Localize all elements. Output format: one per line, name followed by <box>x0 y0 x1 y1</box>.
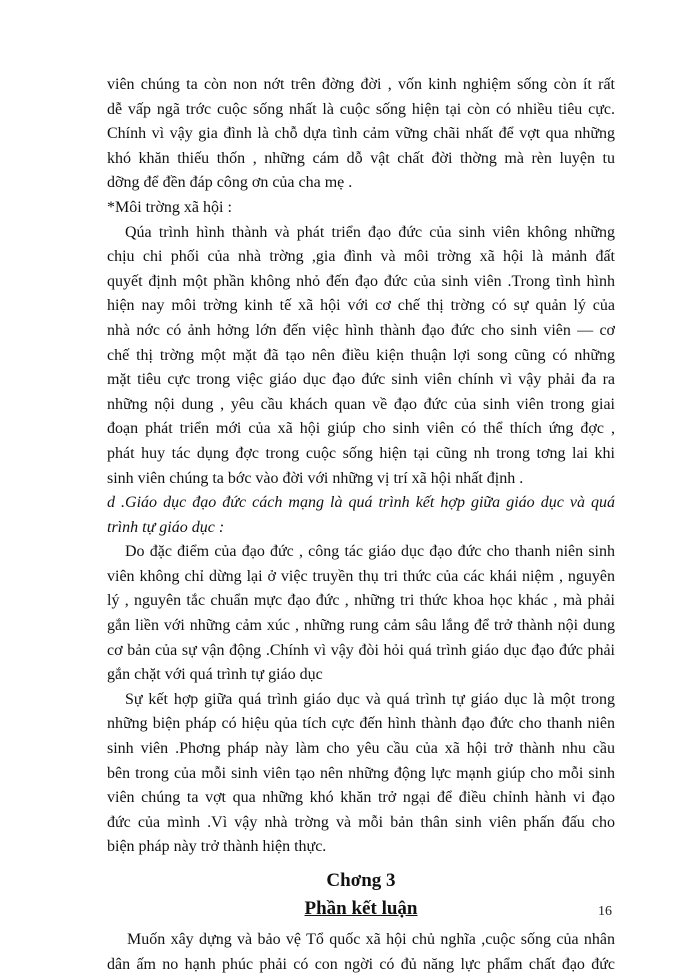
text-line: nhà nớc có ảnh hởng lớn đến việc hình thành đạo đức cho sinh viên — cơ <box>107 321 615 339</box>
text-line: Chính vì vậy gia đình là chỗ dựa tình cảm vững chãi nhất để vợt qua những <box>107 125 615 143</box>
text-line: đức của mình .Vì vậy nhà trờng và mỗi bản thân sinh viên phấn đấu cho <box>107 813 615 831</box>
text-line: viên chúng ta vợt qua những khó khăn trở ngại để điều chỉnh hành vi đạo <box>107 789 615 807</box>
text-line: mặt tiêu cực trong việc giáo dục đạo đức sinh viên chính vì vậy phải đa ra <box>107 371 615 389</box>
text-line: Muốn xây dựng và bảo vệ Tổ quốc xã hội chủ nghĩa ,cuộc sống của nhân <box>127 931 615 948</box>
text-line: dỡng để đền đáp công ơn của cha mẹ . <box>107 174 353 192</box>
text-line: Qúa trình hình thành và phát triển đạo đức của sinh viên không những <box>125 223 615 241</box>
text-line: khó khăn thiếu thốn , những cám dỗ vật chất đời thờng mà rèn luyện tu <box>107 149 615 167</box>
text-line: bên trong của mỗi sinh viên tạo nên những động lực mạnh giúp cho mỗi sinh <box>107 764 615 782</box>
text-line: lý , nguyên tắc chuẩn mực đạo đức , những tri thức khoa học khác , mà phải <box>107 592 615 610</box>
text-line: viên không chỉ dừng lại ở việc truyền thụ tri thức của các khái niệm , nguyên <box>107 567 615 585</box>
subheading-social-environment: *Môi trờng xã hội : <box>107 198 232 216</box>
text-line: sinh viên chúng ta bớc vào đời với những vị trí xã hội nhất định . <box>107 469 524 487</box>
text-line: Sự kết hợp giữa quá trình giáo dục và quá trình tự giáo dục là một trong <box>125 690 615 708</box>
text-line: dân ấm no hạnh phúc phải có con ngời có đủ năng lực phẩm chất đạo đức <box>107 955 615 973</box>
italic-heading: d .Giáo dục đạo đức cách mạng là quá trình kết hợp giữa giáo dục và quá <box>107 494 615 512</box>
text-line: phát huy tác dụng đợc trong cuộc sống hiện tại cũng nh trong tơng lai khi <box>107 444 615 462</box>
document-body <box>107 73 615 977</box>
text-line: dễ vấp ngã trớc cuộc sống nhất là cuộc sống hiện tại còn có nhiều tiêu cực. <box>107 100 615 118</box>
section-title: Phần kết luận <box>304 898 418 919</box>
text-line: biện pháp này trở thành hiện thực. <box>107 838 327 856</box>
text-line: sinh viên .Phơng pháp này làm cho yêu cầu của xã hội trở thành nhu cầu <box>107 740 615 758</box>
text-line: hiện nay môi trờng kinh tế xã hội với cơ chế thị trờng có sự quản lý của <box>107 297 615 315</box>
text-line: quyết định một phần không nhỏ đến đạo đức của sinh viên .Trong tình hình <box>107 272 615 290</box>
text-line: gắn chặt với quá trình tự giáo dục <box>107 666 323 684</box>
text-line: chịu chi phối của nhà trờng ,gia đình và môi trờng xã hội là mảnh đất <box>107 248 615 266</box>
text-line: những nội dung , yêu cầu khách quan về đạo đức của sinh viên trong giai <box>107 395 615 413</box>
text-line: cơ bản của sự vận động .Chính vì vậy đòi hỏi quá trình giáo dục đạo đức phải <box>107 641 615 659</box>
text-line: những biện pháp có hiệu qủa tích cực đến hình thành đạo đức cho thanh niên <box>107 715 615 733</box>
chapter-title: Chơng 3 <box>326 870 396 891</box>
italic-heading: trình tự giáo dục : <box>107 518 225 536</box>
text-line: đoạn phát triển mới của xã hội giúp cho sinh viên có thể thích ứng đợc , <box>107 420 615 438</box>
text-line: chế thị trờng một mặt đã tạo nên điều kiện thuận lợi song cũng có những <box>107 346 615 364</box>
text-line: viên chúng ta còn non nớt trên đờng đời , vốn kinh nghiệm sống còn ít rất <box>107 76 615 93</box>
text-line: Do đặc điểm của đạo đức , công tác giáo dục đạo đức cho thanh niên sinh <box>125 543 615 561</box>
text-line: gắn liền với những cảm xúc , những rung cảm sâu lắng để trở thành nội dung <box>107 617 615 635</box>
page-number: 16 <box>598 904 612 919</box>
